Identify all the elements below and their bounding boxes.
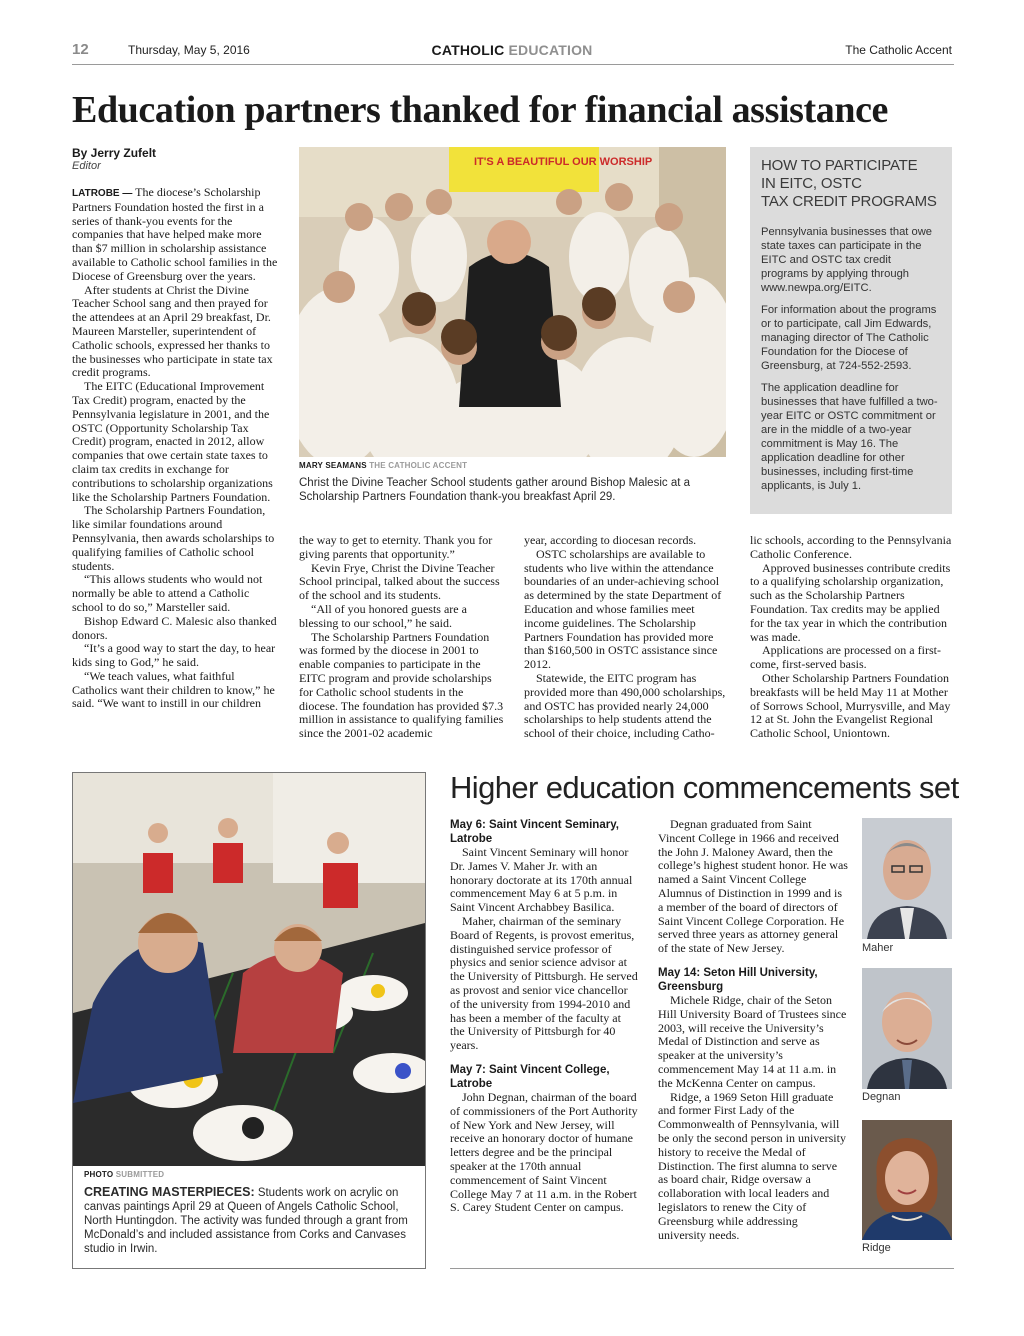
art-photo-credit	[84, 1170, 164, 1179]
story2-subhead: May 7: Saint Vincent College, Latrobe	[450, 1063, 610, 1090]
degnan-portrait	[862, 968, 952, 1089]
story1-col4-para: Approved businesses contribute credits to a qualifying scholarship organization, such as the Scholarship Partners Foundation. Tax credits may be applied for the tax year in which the contribution was made.	[750, 560, 951, 644]
header-rule	[72, 64, 954, 65]
story1-col1-para: The EITC (Educational Improvement Tax Credit) program, enacted by the Pennsylvania legislature in 2001, and the OSTC (Opportunity Scholarship Tax Credit) program, enacted in 2012, allow companies that owe certain state taxes to claim tax credits in exchange for contributions to scholarship organizations like the Scholarship Partners Foundation.	[72, 379, 273, 504]
byline-role: Editor	[72, 160, 101, 172]
section-title-part2: EDUCATION	[508, 42, 593, 58]
story1-col3-para: Statewide, the EITC program has provided more than 490,000 scholarships, and OSTC has provided nearly 24,000 scholarships to help students attend the school of their choice, including Catho-	[524, 670, 726, 741]
photo-credit	[299, 461, 467, 470]
story1-col4-para: lic schools, according to the Pennsylvania Catholic Conference.	[750, 533, 952, 561]
story2-subhead: May 6: Saint Vincent Seminary, Latrobe	[450, 819, 619, 845]
story2-headline: Higher education commencements set	[450, 770, 959, 805]
sidebar-para: The application deadline for businesses that have fulfilled a two-year EITC or OSTC commitment or are in the middle of a two-year commitment is May 16. The application deadline for other businesses, including first-time applicants, is July 1.	[761, 382, 938, 492]
photo-caption: Christ the Divine Teacher School students gather around Bishop Malesic at a Scholarship Partners Foundation thank-you breakfast April 29.	[299, 477, 691, 503]
photo-credit-org: THE CATHOLIC ACCENT	[369, 461, 468, 470]
story1-col2-para: Kevin Frye, Christ the Divine Teacher School principal, talked about the success of the school and its students.	[299, 560, 500, 603]
page-number: 12	[72, 41, 89, 58]
story2-para: Michele Ridge, chair of the Seton Hill University Board of Trustees since 2003, will receive the University’s Medal of Distinction and serve as speaker at the university’s commencement May 14 at 11 a.m. in the McKenna Center on campus.	[658, 992, 847, 1090]
byline: By Jerry Zufelt	[72, 146, 157, 160]
story1-col2-para: the way to get to eternity. Thank you for giving parents that opportunity.”	[299, 533, 493, 561]
section-title-part1: CATHOLIC	[431, 42, 505, 58]
story1-col1-para: After students at Christ the Divine Teacher School sang and then prayed for the attendees at an April 29 breakfast, Dr. Maureen Marsteller, superintendent of Catholic schools, expressed her thanks to the businesses who participate in state tax credit programs.	[72, 282, 273, 380]
story1-col1-para: Bishop Edward C. Malesic also thanked donors.	[72, 613, 277, 642]
bottom-rule	[450, 1268, 954, 1269]
story2-para: John Degnan, chairman of the board of commissioners of the Port Authority of New York and New Jersey, will receive an honorary doctor of humane letters degree and be the principal speaker at the 170th annual commencement of Saint Vincent College May 7 at 11 a.m. in the Robert S. Carey Student Center on campus.	[450, 1089, 638, 1215]
story1-col1-para: “This allows students who would not normally be able to attend a Catholic school to do so,” Marsteller said.	[72, 572, 263, 614]
photo-credit-name: MARY SEAMANS	[299, 461, 367, 470]
maher-label: Maher	[862, 942, 894, 954]
issue-date: Thursday, May 5, 2016	[128, 43, 250, 57]
story1-col2-para: “All of you honored guests are a blessing to our school,” he said.	[299, 601, 467, 630]
photo-banner-text: IT'S A BEAUTIFUL OUR WORSHIP	[474, 156, 653, 168]
ridge-portrait	[862, 1120, 952, 1240]
ridge-label: Ridge	[862, 1242, 891, 1254]
art-photo-credit-value: SUBMITTED	[115, 1170, 165, 1179]
story1-column-3	[524, 534, 729, 741]
dateline: LATROBE —	[72, 188, 133, 199]
story1-col4-para: Other Scholarship Partners Foundation breakfasts will be held May 11 at Mother of Sorrows School, Murrysville, and May 12 at St. John the Evangelist Regional Catholic School, Uniontown.	[750, 670, 951, 741]
story2-para: Saint Vincent Seminary will honor Dr. James V. Maher Jr. with an honorary doctorate at its 170th annual commencement May 6 at 5 p.m. in Saint Vincent Archabbey Basilica.	[450, 845, 633, 915]
story1-column-2	[299, 534, 504, 741]
degnan-label: Degnan	[862, 1091, 901, 1103]
story1-column-1	[72, 186, 278, 711]
story2-subhead: May 14: Seton Hill University, Greensburg	[658, 966, 818, 993]
story2-column-2	[658, 818, 848, 1242]
story1-col1-para: “We teach values, what faithful Catholics want their children to know,” he said. “We want to instill in our children	[72, 668, 275, 711]
art-photo-caption	[84, 1185, 414, 1256]
maher-portrait	[862, 818, 952, 939]
story2-para: Ridge, a 1969 Seton Hill graduate and former First Lady of the Commonwealth of Pennsylvania, will be only the second person in university history to receive the Medal of Distinction. The first alumna to serve as board chair, Ridge oversaw a collaboration with local leaders and legislators to renew the City of Greensburg while addressing university needs.	[658, 1089, 846, 1242]
story1-col1-para: “It’s a good way to start the day, to hear kids sing to God,” he said.	[72, 641, 276, 670]
tax-credit-sidebar	[750, 147, 952, 514]
story1-col2-para: The Scholarship Partners Foundation was formed by the diocese in 2001 to enable companies to participate in the EITC program and provide scholarships for Catholic school students in the diocese. The foundation has provided $7.3 million in assistance to qualifying families since the 2001-02 academic	[299, 629, 504, 741]
art-caption-text: Students work on acrylic on canvas paintings April 29 at Queen of Angels Catholic School, North Huntingdon. The activity was funded through a grant from McDonald’s and included assistance from Corks and Canvases studio in Irwin.	[84, 1187, 408, 1255]
publication-name: The Catholic Accent	[845, 43, 952, 57]
story2-para: Degnan graduated from Saint Vincent College in 1966 and received the John J. Maloney Award, then the college’s highest student honor. He was named a Saint Vincent College Alumnus of Distinction in 1999 and is a member of the board of directors of Saint Vincent College Corporation. He served three years as attorney general of the state of New Jersey.	[658, 817, 848, 956]
story1-column-4	[750, 534, 954, 741]
story1-col3-para: year, according to diocesan records.	[524, 533, 697, 547]
bishop-students-photo	[299, 147, 726, 457]
story1-col1-para: The Scholarship Partners Foundation, like similar foundations around Pennsylvania, then awards scholarships to qualifying families of Catholic school students.	[72, 503, 275, 573]
art-caption-lead: CREATING MASTERPIECES:	[84, 1185, 255, 1199]
sidebar-title: HOW TO PARTICIPATE IN EITC, OSTC TAX CREDIT PROGRAMS	[761, 157, 937, 210]
story2-para: Maher, chairman of the seminary Board of Regents, is provost emeritus, distinguished service professor of physics and senior science advisor at the University of Pittsburgh. He served as provost and senior vice chancellor of the university from 1994-2010 and has been a member of the faculty at the University of Pittsburgh for 40 years.	[450, 913, 638, 1053]
story1-col1-para: LATROBE — The diocese’s Scholarship Partners Foundation hosted the first in a series of thank-you events for the companies that have helped make more than $7 million in scholarship assistance available to Catholic school families in the Diocese of Greensburg over the years.	[72, 185, 278, 283]
story1-col4-para: Applications are processed on a first-come, first-served basis.	[750, 643, 941, 672]
story2-column-1	[450, 818, 638, 1215]
story1-headline: Education partners thanked for financial assistance	[72, 89, 889, 131]
story1-col3-para: OSTC scholarships are available to students who live within the attendance boundaries of an under-achieving school as determined by the state Department of Education and whose families meet income guidelines. The Scholarship Partners Foundation has provided more than $160,500 in OSTC assistance since 2012.	[524, 546, 722, 672]
sidebar-para: For information about the programs or to participate, call Jim Edwards, managing director of The Catholic Foundation for the Diocese of Greensburg, at 724-552-2593.	[761, 304, 937, 372]
art-photo-credit-label: PHOTO	[84, 1170, 114, 1179]
sidebar-para: Pennsylvania businesses that owe state taxes can participate in the EITC and OSTC tax credit programs by applying through www.newpa.org/EITC.	[761, 226, 933, 294]
art-class-photo	[73, 773, 425, 1166]
